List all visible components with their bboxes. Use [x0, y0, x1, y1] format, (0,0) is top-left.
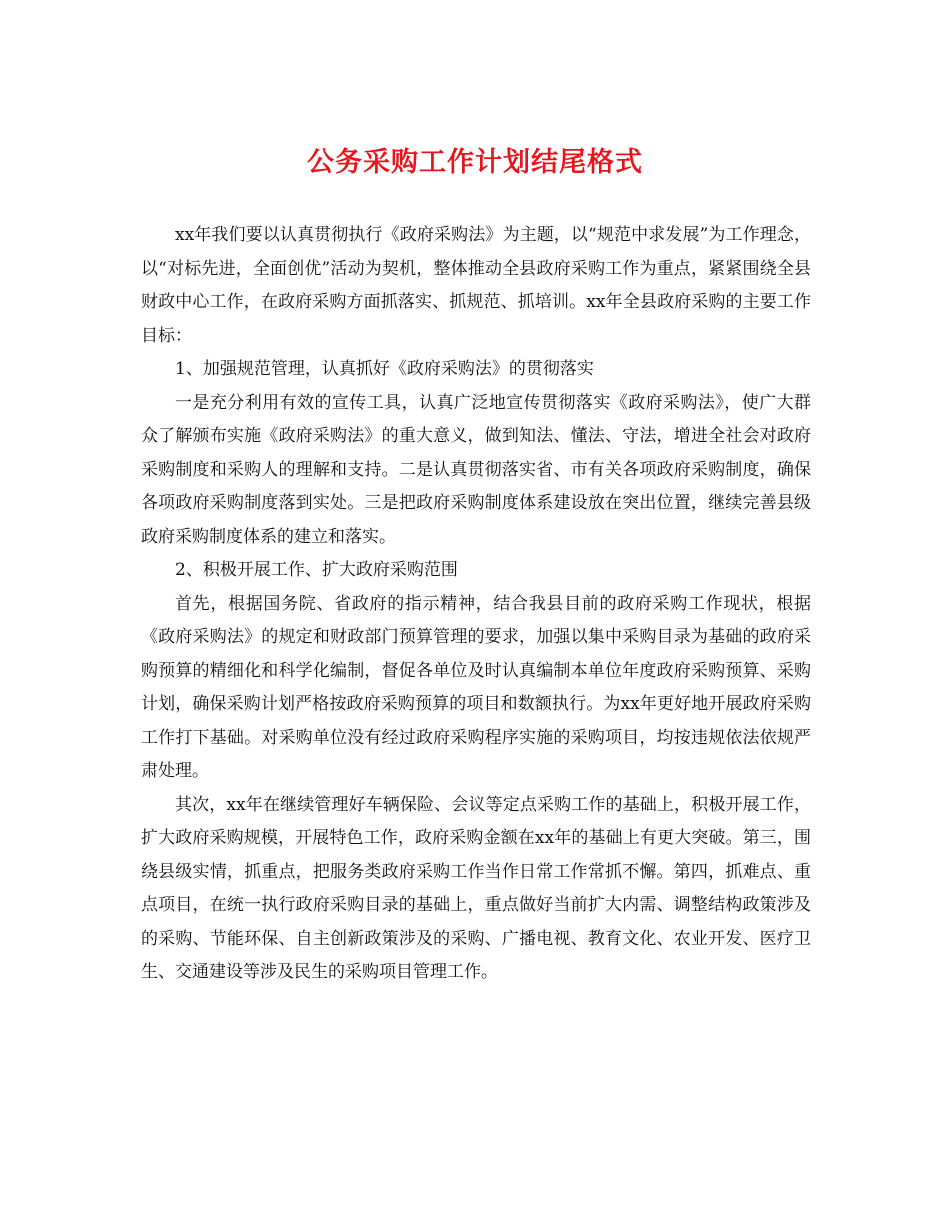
- paragraph-section-2-second: 其次，xx年在继续管理好车辆保险、会议等定点采购工作的基础上，积极开展工作，扩大政府采购规模，开展特色工作，政府采购金额在xx年的基础上有更大突破。第三，围绕县级实情，抓重点，把服务类政府采购工作当作日常工作常抓不懈。第四，抓难点、重点项目，在统一执行政府采购目录的基础上，重点做好当前扩大内需、调整结构政策涉及的采购、节能环保、自主创新政策涉及的采购、广播电视、教育文化、农业开发、医疗卫生、交通建设等涉及民生的采购项目管理工作。: [141, 794, 811, 982]
- paragraph-intro: xx年我们要以认真贯彻执行《政府采购法》为主题，以“规范中求发展”为工作理念，以“对标先进，全面创优”活动为契机，整体推动全县政府采购工作为重点，紧紧围绕全县财政中心工作，在政府采购方面抓落实、抓规范、抓培训。xx年全县政府采购的主要工作目标：: [141, 225, 811, 346]
- section-heading-2: 2、积极开展工作、扩大政府采购范围: [175, 560, 458, 580]
- paragraph-section-1: 一是充分利用有效的宣传工具，认真广泛地宣传贯彻落实《政府采购法》，使广大群众了解颁布实施《政府采购法》的重大意义，做到知法、懂法、守法，增进全社会对政府采购制度和采购人的理解和支持。二是认真贯彻落实省、市有关各项政府采购制度，确保各项政府采购制度落到实处。三是把政府采购制度体系建设放在突出位置，继续完善县级政府采购制度体系的建立和落实。: [141, 392, 811, 547]
- paragraph-section-2-first: 首先，根据国务院、省政府的指示精神，结合我县目前的政府采购工作现状，根据《政府采购法》的规定和财政部门预算管理的要求，加强以集中采购目录为基础的政府采购预算的精细化和科学化编制，督促各单位及时认真编制本单位年度政府采购预算、采购计划，确保采购计划严格按政府采购预算的项目和数额执行。为xx年更好地开展政府采购工作打下基础。对采购单位没有经过政府采购程序实施的采购项目，均按违规依法依规严肃处理。: [141, 593, 811, 781]
- section-heading-1: 1、加强规范管理，认真抓好《政府采购法》的贯彻落实: [175, 359, 594, 379]
- document-title: 公务采购工作计划结尾格式: [307, 147, 643, 178]
- document-body: [141, 219, 811, 990]
